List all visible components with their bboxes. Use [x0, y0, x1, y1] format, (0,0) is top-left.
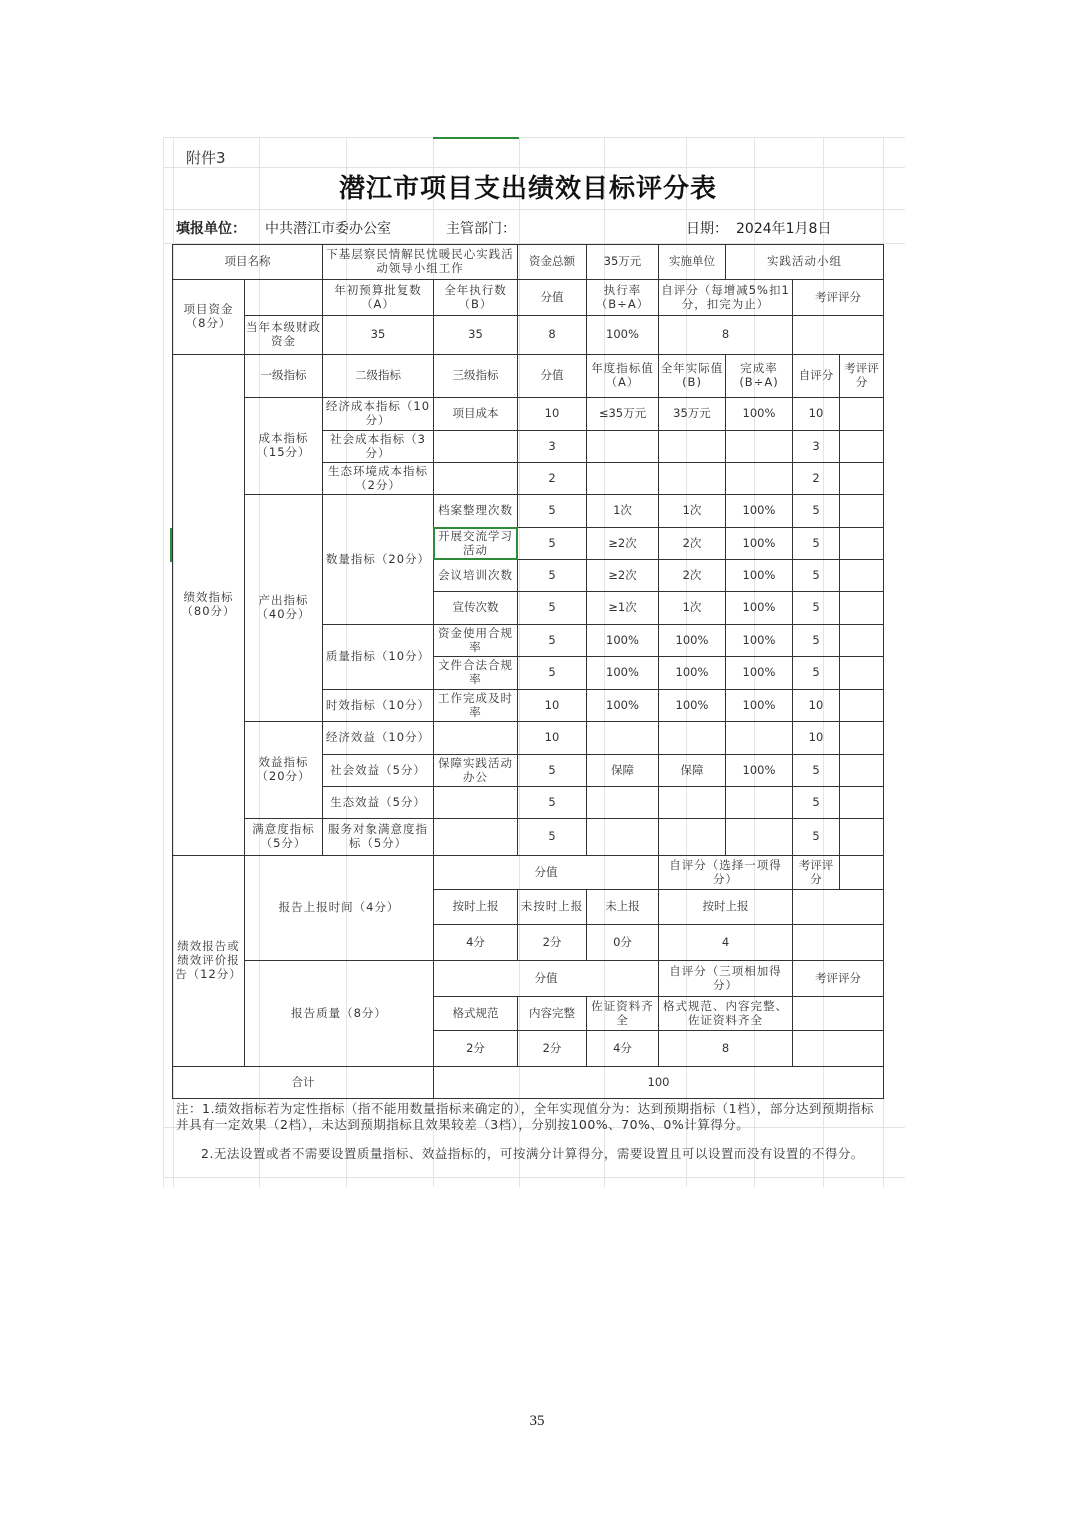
table-cell[interactable]: 年初预算批复数（A） — [322, 279, 434, 316]
table-cell[interactable] — [586, 462, 659, 495]
table-cell[interactable]: ≥1次 — [586, 591, 659, 625]
table-cell[interactable]: 一级指标 — [244, 354, 323, 398]
table-cell[interactable]: 10 — [517, 397, 587, 431]
table-cell[interactable] — [658, 818, 726, 856]
table-cell[interactable]: 5 — [792, 494, 840, 528]
table-cell[interactable]: 未按时上报 — [517, 889, 587, 925]
table-cell[interactable]: 100% — [725, 754, 793, 787]
table-cell[interactable]: 自评分（选择一项得分） — [658, 855, 793, 890]
table-cell[interactable]: 100% — [725, 689, 793, 722]
selected-cell[interactable]: 开展交流学习活动 — [433, 527, 518, 560]
table-cell[interactable]: 8 — [658, 1030, 793, 1067]
table-cell[interactable]: 5 — [517, 591, 587, 625]
table-cell[interactable]: 项目资金（8分） — [172, 279, 245, 355]
table-cell[interactable] — [725, 721, 793, 755]
table-cell[interactable]: ≤35万元 — [586, 397, 659, 431]
table-cell[interactable]: 服务对象满意度指标（5分） — [322, 818, 434, 856]
table-cell[interactable] — [586, 430, 659, 463]
table-cell[interactable]: 经济效益（10分） — [322, 721, 434, 755]
table-cell[interactable] — [725, 462, 793, 495]
table-cell[interactable]: 35 — [322, 315, 434, 355]
table-cell[interactable]: 考评评分 — [792, 960, 884, 997]
table-cell[interactable]: 绩效报告或绩效评价报告（12分） — [172, 855, 245, 1067]
table-cell[interactable] — [244, 279, 323, 316]
attachment-label: 附件3 — [186, 149, 226, 167]
table-cell[interactable]: 5 — [792, 559, 840, 592]
table-cell[interactable]: 100% — [658, 624, 726, 657]
table-cell[interactable]: 100% — [586, 689, 659, 722]
dept-label: 主管部门： — [446, 221, 516, 237]
table-cell[interactable]: 100% — [658, 689, 726, 722]
cell-highlight-marker — [433, 137, 519, 139]
page-number: 35 — [529, 1413, 545, 1429]
table-cell[interactable]: 2 — [792, 462, 840, 495]
table-cell[interactable]: 产出指标（40分） — [244, 494, 323, 722]
table-cell[interactable] — [658, 462, 726, 495]
table-cell[interactable] — [586, 721, 659, 755]
note-2: 2.无法设置或者不需要设置质量指标、效益指标的，可按满分计算得分，需要设置且可以设置而没有设置的不得分。 — [201, 1146, 864, 1161]
table-cell[interactable] — [839, 527, 884, 560]
table-cell[interactable]: 社会成本指标（3分） — [322, 430, 434, 463]
table-cell[interactable]: 100% — [725, 527, 793, 560]
table-cell[interactable]: 质量指标（10分） — [322, 624, 434, 690]
table-cell[interactable]: 2分 — [433, 1030, 518, 1067]
sheet-gridline — [163, 209, 905, 210]
table-cell[interactable]: 5 — [517, 786, 587, 819]
row-highlight-marker — [170, 528, 172, 562]
table-cell[interactable]: 三级指标 — [433, 354, 518, 398]
table-cell[interactable]: 执行率（B÷A） — [586, 279, 659, 316]
table-cell[interactable]: 自评分 — [792, 354, 840, 398]
table-cell[interactable] — [433, 462, 518, 495]
table-cell[interactable]: ≥2次 — [586, 559, 659, 592]
table-cell[interactable] — [658, 430, 726, 463]
table-cell[interactable] — [839, 462, 884, 495]
table-cell[interactable]: 10 — [517, 721, 587, 755]
table-cell[interactable] — [433, 818, 518, 856]
table-cell[interactable] — [725, 430, 793, 463]
table-cell[interactable]: 100 — [433, 1066, 884, 1099]
table-cell[interactable]: 宣传次数 — [433, 591, 518, 625]
table-cell[interactable]: 考评评分 — [839, 354, 884, 398]
table-cell[interactable]: 5 — [792, 754, 840, 787]
table-cell[interactable]: 5 — [517, 818, 587, 856]
date-value: 2024年1月8日 — [736, 221, 832, 237]
table-cell[interactable]: 100% — [658, 656, 726, 690]
table-cell[interactable]: 数量指标（20分） — [322, 494, 434, 625]
page-title: 潜江市项目支出绩效目标评分表 — [338, 174, 717, 204]
table-cell[interactable] — [839, 430, 884, 463]
table-cell[interactable]: 5 — [517, 559, 587, 592]
table-cell[interactable]: 资金使用合规率 — [433, 624, 518, 657]
table-cell[interactable]: 10 — [517, 689, 587, 722]
sheet-gridline — [163, 137, 164, 1187]
table-cell[interactable]: 35 — [433, 315, 518, 355]
table-cell[interactable]: 100% — [725, 559, 793, 592]
table-cell[interactable]: 4分 — [586, 1030, 659, 1067]
table-cell[interactable] — [839, 559, 884, 592]
table-cell[interactable]: 35万元 — [586, 244, 659, 280]
table-cell[interactable] — [839, 689, 884, 722]
table-cell[interactable] — [839, 591, 884, 625]
date-label: 日期： — [686, 221, 728, 237]
table-cell[interactable]: 效益指标（20分） — [244, 721, 323, 819]
table-cell[interactable]: 资金总额 — [517, 244, 587, 280]
table-cell[interactable]: 合计 — [172, 1066, 434, 1099]
table-cell[interactable]: 5 — [517, 527, 587, 560]
table-cell[interactable]: 格式规范、内容完整、佐证资料齐全 — [658, 996, 793, 1031]
table-cell[interactable]: 100% — [725, 656, 793, 690]
sheet-gridline — [163, 137, 905, 138]
table-cell[interactable]: 生态环境成本指标（2分） — [322, 462, 434, 495]
table-cell[interactable]: 未上报 — [586, 889, 659, 925]
table-cell[interactable]: 5 — [517, 754, 587, 787]
table-cell[interactable]: 35万元 — [658, 397, 726, 431]
table-cell[interactable]: 考评评分 — [792, 855, 840, 890]
table-cell[interactable]: 保障 — [586, 754, 659, 787]
table-cell[interactable]: 会议培训次数 — [433, 559, 518, 592]
unit-label: 填报单位： — [176, 221, 246, 237]
table-cell[interactable]: 2次 — [658, 527, 726, 560]
table-cell[interactable]: 分值 — [433, 960, 659, 997]
table-cell[interactable]: 当年本级财政资金 — [244, 315, 323, 355]
table-cell[interactable]: 实践活动小组 — [725, 244, 884, 280]
table-cell[interactable]: 佐证资料齐全 — [586, 996, 659, 1031]
table-cell[interactable]: 3 — [792, 430, 840, 463]
table-cell[interactable]: 2次 — [658, 559, 726, 592]
table-cell[interactable]: 分值 — [517, 279, 587, 316]
table-cell[interactable]: 按时上报 — [433, 889, 518, 925]
table-cell[interactable]: 3 — [517, 430, 587, 463]
table-cell[interactable]: 1次 — [658, 591, 726, 625]
table-cell[interactable] — [586, 818, 659, 856]
score-table — [172, 244, 884, 1099]
table-cell[interactable]: 10 — [792, 397, 840, 431]
table-cell[interactable]: 经济成本指标（10分） — [322, 397, 434, 431]
table-cell[interactable] — [839, 397, 884, 431]
table-cell[interactable]: 10 — [792, 721, 840, 755]
table-cell[interactable] — [839, 624, 884, 657]
note-1: 注：1.绩效指标若为定性指标（指不能用数量指标来确定的），全年实现值分为：达到预期指标（1档），部分达到预期指标并具有一定效果（2档），未达到预期指标且效果较差（3档），分别按100%、70%、0%计算得分。 — [176, 1101, 874, 1132]
table-cell[interactable]: 自评分（每增减5%扣1分，扣完为止） — [658, 279, 793, 316]
table-cell[interactable]: 档案整理次数 — [433, 494, 518, 528]
table-cell[interactable] — [792, 889, 884, 925]
table-cell[interactable] — [725, 818, 793, 856]
table-cell[interactable]: 分值 — [517, 354, 587, 398]
table-cell[interactable]: 100% — [586, 315, 659, 355]
table-cell[interactable] — [433, 721, 518, 755]
table-cell[interactable]: 5 — [792, 818, 840, 856]
table-cell[interactable]: 自评分（三项相加得分） — [658, 960, 793, 997]
table-cell[interactable]: 1次 — [658, 494, 726, 528]
table-cell[interactable] — [839, 818, 884, 856]
table-cell[interactable] — [433, 786, 518, 819]
table-cell[interactable]: 5 — [792, 527, 840, 560]
table-cell[interactable] — [792, 1030, 884, 1067]
table-cell[interactable]: 100% — [725, 624, 793, 657]
table-cell[interactable] — [792, 996, 884, 1031]
table-cell[interactable]: 保障 — [658, 754, 726, 787]
table-cell[interactable]: 8 — [517, 315, 587, 355]
table-cell[interactable]: 满意度指标（5分） — [244, 818, 323, 856]
table-cell[interactable]: 成本指标（15分） — [244, 397, 323, 495]
table-cell[interactable]: 时效指标（10分） — [322, 689, 434, 722]
table-cell[interactable]: 实施单位 — [658, 244, 726, 280]
table-cell[interactable]: 0分 — [586, 924, 659, 961]
table-cell[interactable]: 工作完成及时率 — [433, 689, 518, 722]
unit-value: 中共潜江市委办公室 — [265, 221, 391, 237]
table-cell[interactable]: 5 — [517, 624, 587, 657]
table-cell[interactable] — [658, 786, 726, 819]
table-cell[interactable]: 8 — [658, 315, 793, 355]
table-cell[interactable] — [839, 855, 884, 890]
table-cell[interactable]: 按时上报 — [658, 889, 793, 925]
table-cell[interactable]: 4 — [658, 924, 793, 961]
table-cell[interactable] — [839, 721, 884, 755]
table-cell[interactable] — [433, 430, 518, 463]
table-cell[interactable]: 二级指标 — [322, 354, 434, 398]
table-cell[interactable]: 5 — [792, 656, 840, 690]
table-cell[interactable] — [586, 786, 659, 819]
table-cell[interactable]: 5 — [517, 494, 587, 528]
table-cell[interactable] — [839, 494, 884, 528]
table-cell[interactable]: 全年实际值(B) — [658, 354, 726, 398]
table-cell[interactable]: 100% — [725, 591, 793, 625]
table-cell[interactable]: 2分 — [517, 924, 587, 961]
table-cell[interactable]: 格式规范 — [433, 996, 518, 1031]
table-cell[interactable]: 项目成本 — [433, 397, 518, 431]
table-cell[interactable]: 100% — [586, 656, 659, 690]
table-cell[interactable]: 生态效益（5分） — [322, 786, 434, 819]
table-cell[interactable] — [839, 754, 884, 787]
table-cell[interactable] — [792, 315, 884, 355]
table-cell[interactable]: 项目名称 — [172, 244, 323, 280]
table-cell[interactable]: 分值 — [433, 855, 659, 890]
table-cell[interactable] — [839, 656, 884, 690]
table-cell[interactable]: 下基层察民情解民忧暖民心实践活动领导小组工作 — [322, 244, 518, 280]
table-cell[interactable]: 报告上报时间（4分） — [244, 855, 434, 961]
table-cell[interactable]: 5 — [517, 656, 587, 690]
table-cell[interactable]: 100% — [725, 397, 793, 431]
table-cell[interactable] — [792, 924, 884, 961]
table-cell[interactable]: 完成率(B÷A) — [725, 354, 793, 398]
table-cell[interactable]: 年度指标值（A） — [586, 354, 659, 398]
table-cell[interactable]: 内容完整 — [517, 996, 587, 1031]
table-cell[interactable]: 报告质量（8分） — [244, 960, 434, 1067]
table-cell[interactable]: 文件合法合规率 — [433, 656, 518, 690]
table-cell[interactable]: 全年执行数（B） — [433, 279, 518, 316]
table-cell[interactable]: 2分 — [517, 1030, 587, 1067]
table-cell[interactable]: 5 — [792, 591, 840, 625]
table-cell[interactable]: 2 — [517, 462, 587, 495]
table-cell[interactable]: 5 — [792, 786, 840, 819]
table-cell[interactable]: 5 — [792, 624, 840, 657]
table-cell[interactable]: 1次 — [586, 494, 659, 528]
table-cell[interactable]: 考评评分 — [792, 279, 884, 316]
table-cell[interactable] — [839, 786, 884, 819]
table-cell[interactable] — [658, 721, 726, 755]
table-cell[interactable]: 绩效指标（80分） — [172, 354, 245, 856]
table-cell[interactable]: 10 — [792, 689, 840, 722]
table-cell[interactable]: 社会效益（5分） — [322, 754, 434, 787]
table-cell[interactable]: 保障实践活动办公 — [433, 754, 518, 787]
table-cell[interactable] — [725, 786, 793, 819]
table-cell[interactable]: ≥2次 — [586, 527, 659, 560]
table-cell[interactable]: 100% — [725, 494, 793, 528]
table-cell[interactable]: 4分 — [433, 924, 518, 961]
table-cell[interactable]: 100% — [586, 624, 659, 657]
